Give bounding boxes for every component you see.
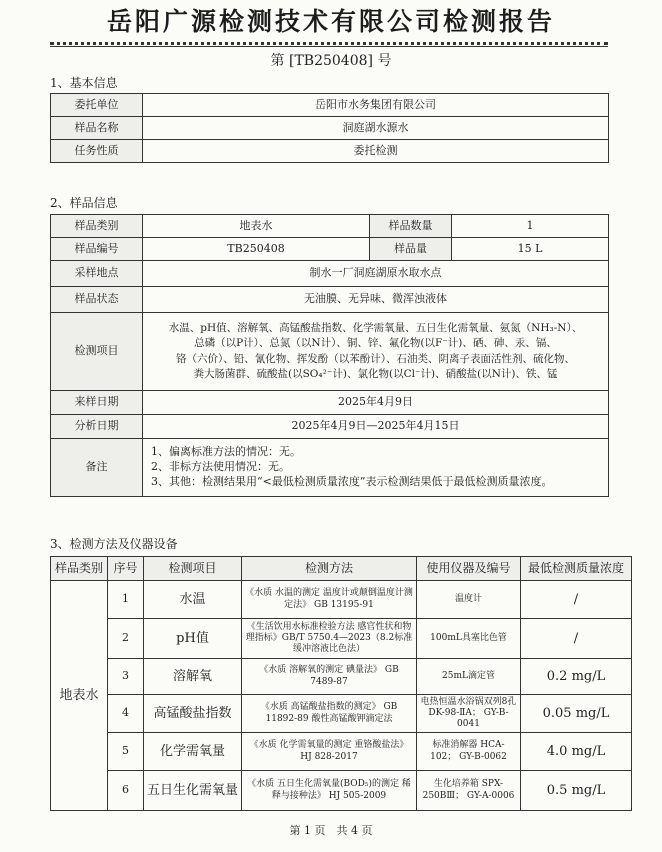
- col-header-item: 检测项目: [144, 557, 242, 581]
- location-label: 采样地点: [51, 261, 143, 287]
- report-number: 第 [TB250408] 号: [270, 53, 392, 69]
- row-no: 3: [108, 659, 144, 695]
- analysis-value: 2025年4月9日—2025年4月15日: [143, 415, 609, 439]
- sample-type-value: 地表水: [143, 215, 370, 238]
- section3-title: 3、检测方法及仪器设备: [50, 537, 178, 551]
- sample-count-value: 1: [452, 215, 609, 238]
- title-divider-solid: [50, 46, 608, 47]
- arrival-label: 来样日期: [51, 391, 143, 415]
- client-value: 岳阳市水务集团有限公司: [143, 94, 609, 117]
- analysis-label: 分析日期: [51, 415, 143, 439]
- row-limit: 0.2 mg/L: [521, 659, 632, 695]
- row-instrument: 标准消解器 HCA-102； GY-B-0062: [417, 733, 521, 771]
- sample-amount-label: 样品量: [370, 238, 452, 261]
- row-limit: 4.0 mg/L: [521, 733, 632, 771]
- items-label: 检测项目: [51, 313, 143, 391]
- row-no: 6: [108, 771, 144, 811]
- row-method: 《水质 五日生化需氧量(BOD₅)的测定 稀释与接种法》 HJ 505-2009: [242, 771, 417, 811]
- table-row: [51, 619, 632, 659]
- remarks-label: 备注: [51, 439, 143, 497]
- sample-name-value: 洞庭湖水源水: [143, 117, 609, 140]
- row-method: 《生活饮用水标准检验方法 感官性状和物理指标》GB/T 5750.4—2023（8.2标准缓冲溶液比色法）: [242, 619, 417, 659]
- row-item: 溶解氧: [144, 659, 242, 695]
- basic-info-row: [51, 140, 609, 163]
- row-method: 《水质 水温的测定 温度计或颠倒温度计测定法》 GB 13195-91: [242, 581, 417, 619]
- table-row: [51, 733, 632, 771]
- items-line: 粪大肠菌群、硫酸盐(以SO₄²⁻计)、氯化物(以Cl⁻计)、硝酸盐(以N计)、铁、锰: [193, 367, 558, 380]
- client-label: 委托单位: [51, 94, 143, 117]
- remark-line: 3、其他：检测结果用“<最低检测质量浓度”表示检测结果低于最低检测质量浓度。: [151, 474, 553, 488]
- row-no: 2: [108, 619, 144, 659]
- task-type-label: 任务性质: [51, 140, 143, 163]
- table-row: [51, 771, 632, 811]
- row-instrument: 生化培养箱 SPX-250BⅢ； GY-A-0006: [417, 771, 521, 811]
- items-line: 铬（六价）、铅、氰化物、挥发酚（以苯酚计）、石油类、阴离子表面活性剂、硫化物、: [176, 352, 575, 365]
- sample-type-label: 样品类别: [51, 215, 143, 238]
- row-item: 五日生化需氧量: [144, 771, 242, 811]
- items-line: 水温、pH值、溶解氧、高锰酸盐指数、化学需氧量、五日生化需氧量、氨氮（NH₃-N）、: [168, 322, 583, 335]
- basic-info-row: [51, 94, 609, 117]
- sample-category: 地表水: [51, 581, 108, 811]
- sample-no-value: TB250408: [143, 238, 370, 261]
- row-item: 化学需氧量: [144, 733, 242, 771]
- row-method: 《水质 溶解氧的测定 碘量法》 GB 7489-87: [242, 659, 417, 695]
- row-instrument: 100mL具塞比色管: [417, 619, 521, 659]
- items-value: [143, 313, 609, 391]
- report-title: 岳阳广源检测技术有限公司检测报告: [106, 7, 555, 36]
- table-row: [51, 581, 632, 619]
- row-no: 5: [108, 733, 144, 771]
- page-footer: 第 1 页 共 4 页: [289, 824, 373, 837]
- row-limit: 0.05 mg/L: [521, 695, 632, 733]
- sample-count-label: 样品数量: [370, 215, 452, 238]
- sample-no-label: 样品编号: [51, 238, 143, 261]
- methods-table: [50, 556, 632, 811]
- col-header-method: 检测方法: [242, 557, 417, 581]
- state-label: 样品状态: [51, 287, 143, 313]
- remark-line: 2、非标方法使用情况：无。: [151, 460, 290, 474]
- row-item: 水温: [144, 581, 242, 619]
- table-row: [51, 659, 632, 695]
- location-value: 制水一厂洞庭湖原水取水点: [143, 261, 609, 287]
- sample-name-label: 样品名称: [51, 117, 143, 140]
- col-header-no: 序号: [108, 557, 144, 581]
- title-divider-dotted: [50, 42, 608, 45]
- items-line: 总磷（以P计）、总氮（以N计）、铜、锌、氟化物(以F⁻计)、硒、砷、汞、镉、: [194, 337, 557, 350]
- row-instrument: 电热恒温水浴锅双列8孔 DK-98-ⅡA； GY-B-0041: [417, 695, 521, 733]
- row-limit: 0.5 mg/L: [521, 771, 632, 811]
- row-instrument: 25mL滴定管: [417, 659, 521, 695]
- methods-header-row: [51, 557, 632, 581]
- row-method: 《水质 化学需氧量的测定 重铬酸盐法》 HJ 828-2017: [242, 733, 417, 771]
- table-row: [51, 695, 632, 733]
- row-no: 4: [108, 695, 144, 733]
- remark-line: 1、偏离标准方法的情况：无。: [151, 445, 301, 459]
- col-header-instrument: 使用仪器及编号: [417, 557, 521, 581]
- arrival-value: 2025年4月9日: [143, 391, 609, 415]
- section1-title: 1、基本信息: [50, 76, 118, 90]
- row-no: 1: [108, 581, 144, 619]
- row-limit: /: [521, 581, 632, 619]
- row-method: 《水质 高锰酸盐指数的测定》 GB 11892-89 酸性高锰酸钾滴定法: [242, 695, 417, 733]
- row-limit: /: [521, 619, 632, 659]
- basic-info-table: [50, 93, 609, 163]
- sample-amount-value: 15 L: [452, 238, 609, 261]
- task-type-value: 委托检测: [143, 140, 609, 163]
- row-item: pH值: [144, 619, 242, 659]
- sample-info-table: [50, 214, 609, 497]
- row-item: 高锰酸盐指数: [144, 695, 242, 733]
- remarks-value: [143, 439, 609, 497]
- col-header-category: 样品类别: [51, 557, 108, 581]
- section2-title: 2、样品信息: [50, 196, 118, 210]
- row-instrument: 温度计: [417, 581, 521, 619]
- basic-info-row: [51, 117, 609, 140]
- col-header-limit: 最低检测质量浓度: [521, 557, 632, 581]
- state-value: 无油膜、无异味、微浑浊液体: [143, 287, 609, 313]
